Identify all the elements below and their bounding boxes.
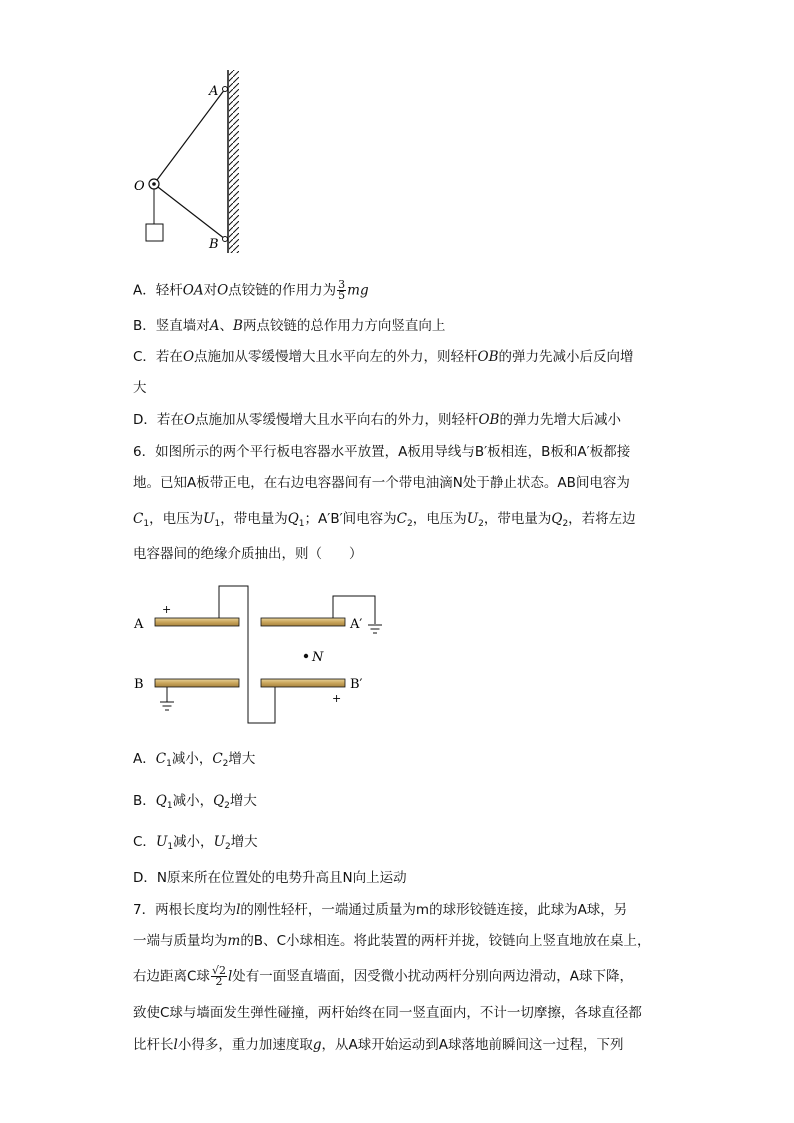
ground-symbol-b — [160, 702, 174, 710]
rod-oa — [154, 89, 225, 184]
hanging-block — [146, 224, 163, 241]
wall-hatching — [229, 70, 239, 253]
q5-option-c[interactable]: C．若在O点施加从零缓慢增大且水平向左的外力，则轻杆OB的弹力先减小后反向增 — [133, 349, 634, 365]
capacitor-figure — [130, 578, 400, 728]
q6-stem-2: 地。已知A板带正电，在右边电容器间有一个带电油滴N处于静止状态。AB间电容为 — [133, 475, 630, 491]
q6-option-c[interactable]: C．$U_1$减小，$U_2$增大 — [133, 834, 258, 852]
fraction: $\frac{√2}{2}$ — [211, 964, 226, 988]
q7-stem-4: 致使C球与墙面发生弹性碰撞，两杆始终在同一竖直面内，不计一切摩擦，各球直径都 — [133, 1005, 642, 1021]
ground-symbol-a-prime — [368, 625, 382, 633]
q6-stem-4: 电容器间的绝缘介质抽出，则（ ） — [133, 546, 363, 562]
q6-option-a[interactable]: A．$C_1$减小，$C_2$增大 — [133, 751, 256, 769]
q7-stem-3: 右边距离C球 $\frac{√2}{2}$ l处有一面竖直墙面，因受微小扰动两杆分别向两边滑动，A球下降， — [133, 964, 634, 988]
label-plate-b-prime: B′ — [350, 677, 363, 692]
hinge-a — [223, 87, 228, 92]
q6-stem-1: 6．如图所示的两个平行板电容器水平放置，A板用导线与B′板相连，B板和A′板都接 — [133, 444, 631, 460]
oil-drop — [304, 654, 308, 658]
fraction: $\frac{3}{5}$ — [338, 278, 346, 302]
label-a: A — [209, 84, 219, 99]
q5-option-a[interactable]: A．轻杆OA对O点铰链的作用力为 $\frac{3}{5}$ mg — [133, 278, 369, 302]
label-b: B — [209, 237, 219, 252]
q6-option-b[interactable]: B．$Q_1$减小，$Q_2$增大 — [133, 793, 257, 811]
plate-a-prime — [261, 618, 345, 626]
hinge-b — [223, 237, 228, 242]
q7-stem-2: 一端与质量均为m的B、C小球相连。将此装置的两杆并拢，铰链向上竖直地放在桌上， — [133, 933, 651, 949]
plate-b-prime — [261, 679, 345, 687]
plus-b-prime: + — [332, 692, 342, 705]
plate-b — [155, 679, 239, 687]
q5-option-d[interactable]: D．若在O点施加从零缓慢增大且水平向右的外力，则轻杆OB的弹力先增大后减小 — [133, 412, 621, 428]
q7-stem-5: 比杆长l小得多，重力加速度取g，从A球开始运动到A球落地前瞬间这一过程，下列 — [133, 1037, 624, 1053]
q5-option-c-cont: 大 — [133, 380, 147, 396]
q6-option-d[interactable]: D．N原来所在位置处的电势升高且N向上运动 — [133, 870, 407, 886]
label-n: N — [312, 650, 324, 665]
q7-stem-1: 7．两根长度均为l的刚性轻杆，一端通过质量为m的球形铰链连接，此球为A球，另 — [133, 902, 628, 918]
label-plate-a-prime: A′ — [350, 617, 363, 632]
label-plate-a: A — [134, 617, 144, 632]
label-plate-b: B — [134, 677, 144, 692]
rod-ob — [154, 184, 225, 239]
q5-option-b[interactable]: B．竖直墙对A、B两点铰链的总作用力方向竖直向上 — [133, 318, 446, 334]
connecting-wire — [219, 586, 275, 723]
plus-a: + — [162, 603, 172, 616]
hinge-o-center — [152, 182, 156, 186]
rod-wall-figure — [125, 65, 245, 255]
label-o: O — [134, 179, 145, 194]
q6-stem-3: $C_1$，电压为$U_1$，带电量为$Q_1$；A′B′间电容为$C_2$，电压为$U_2$，带电量为$Q_2$，若将左边 — [133, 511, 636, 529]
plate-a — [155, 618, 239, 626]
